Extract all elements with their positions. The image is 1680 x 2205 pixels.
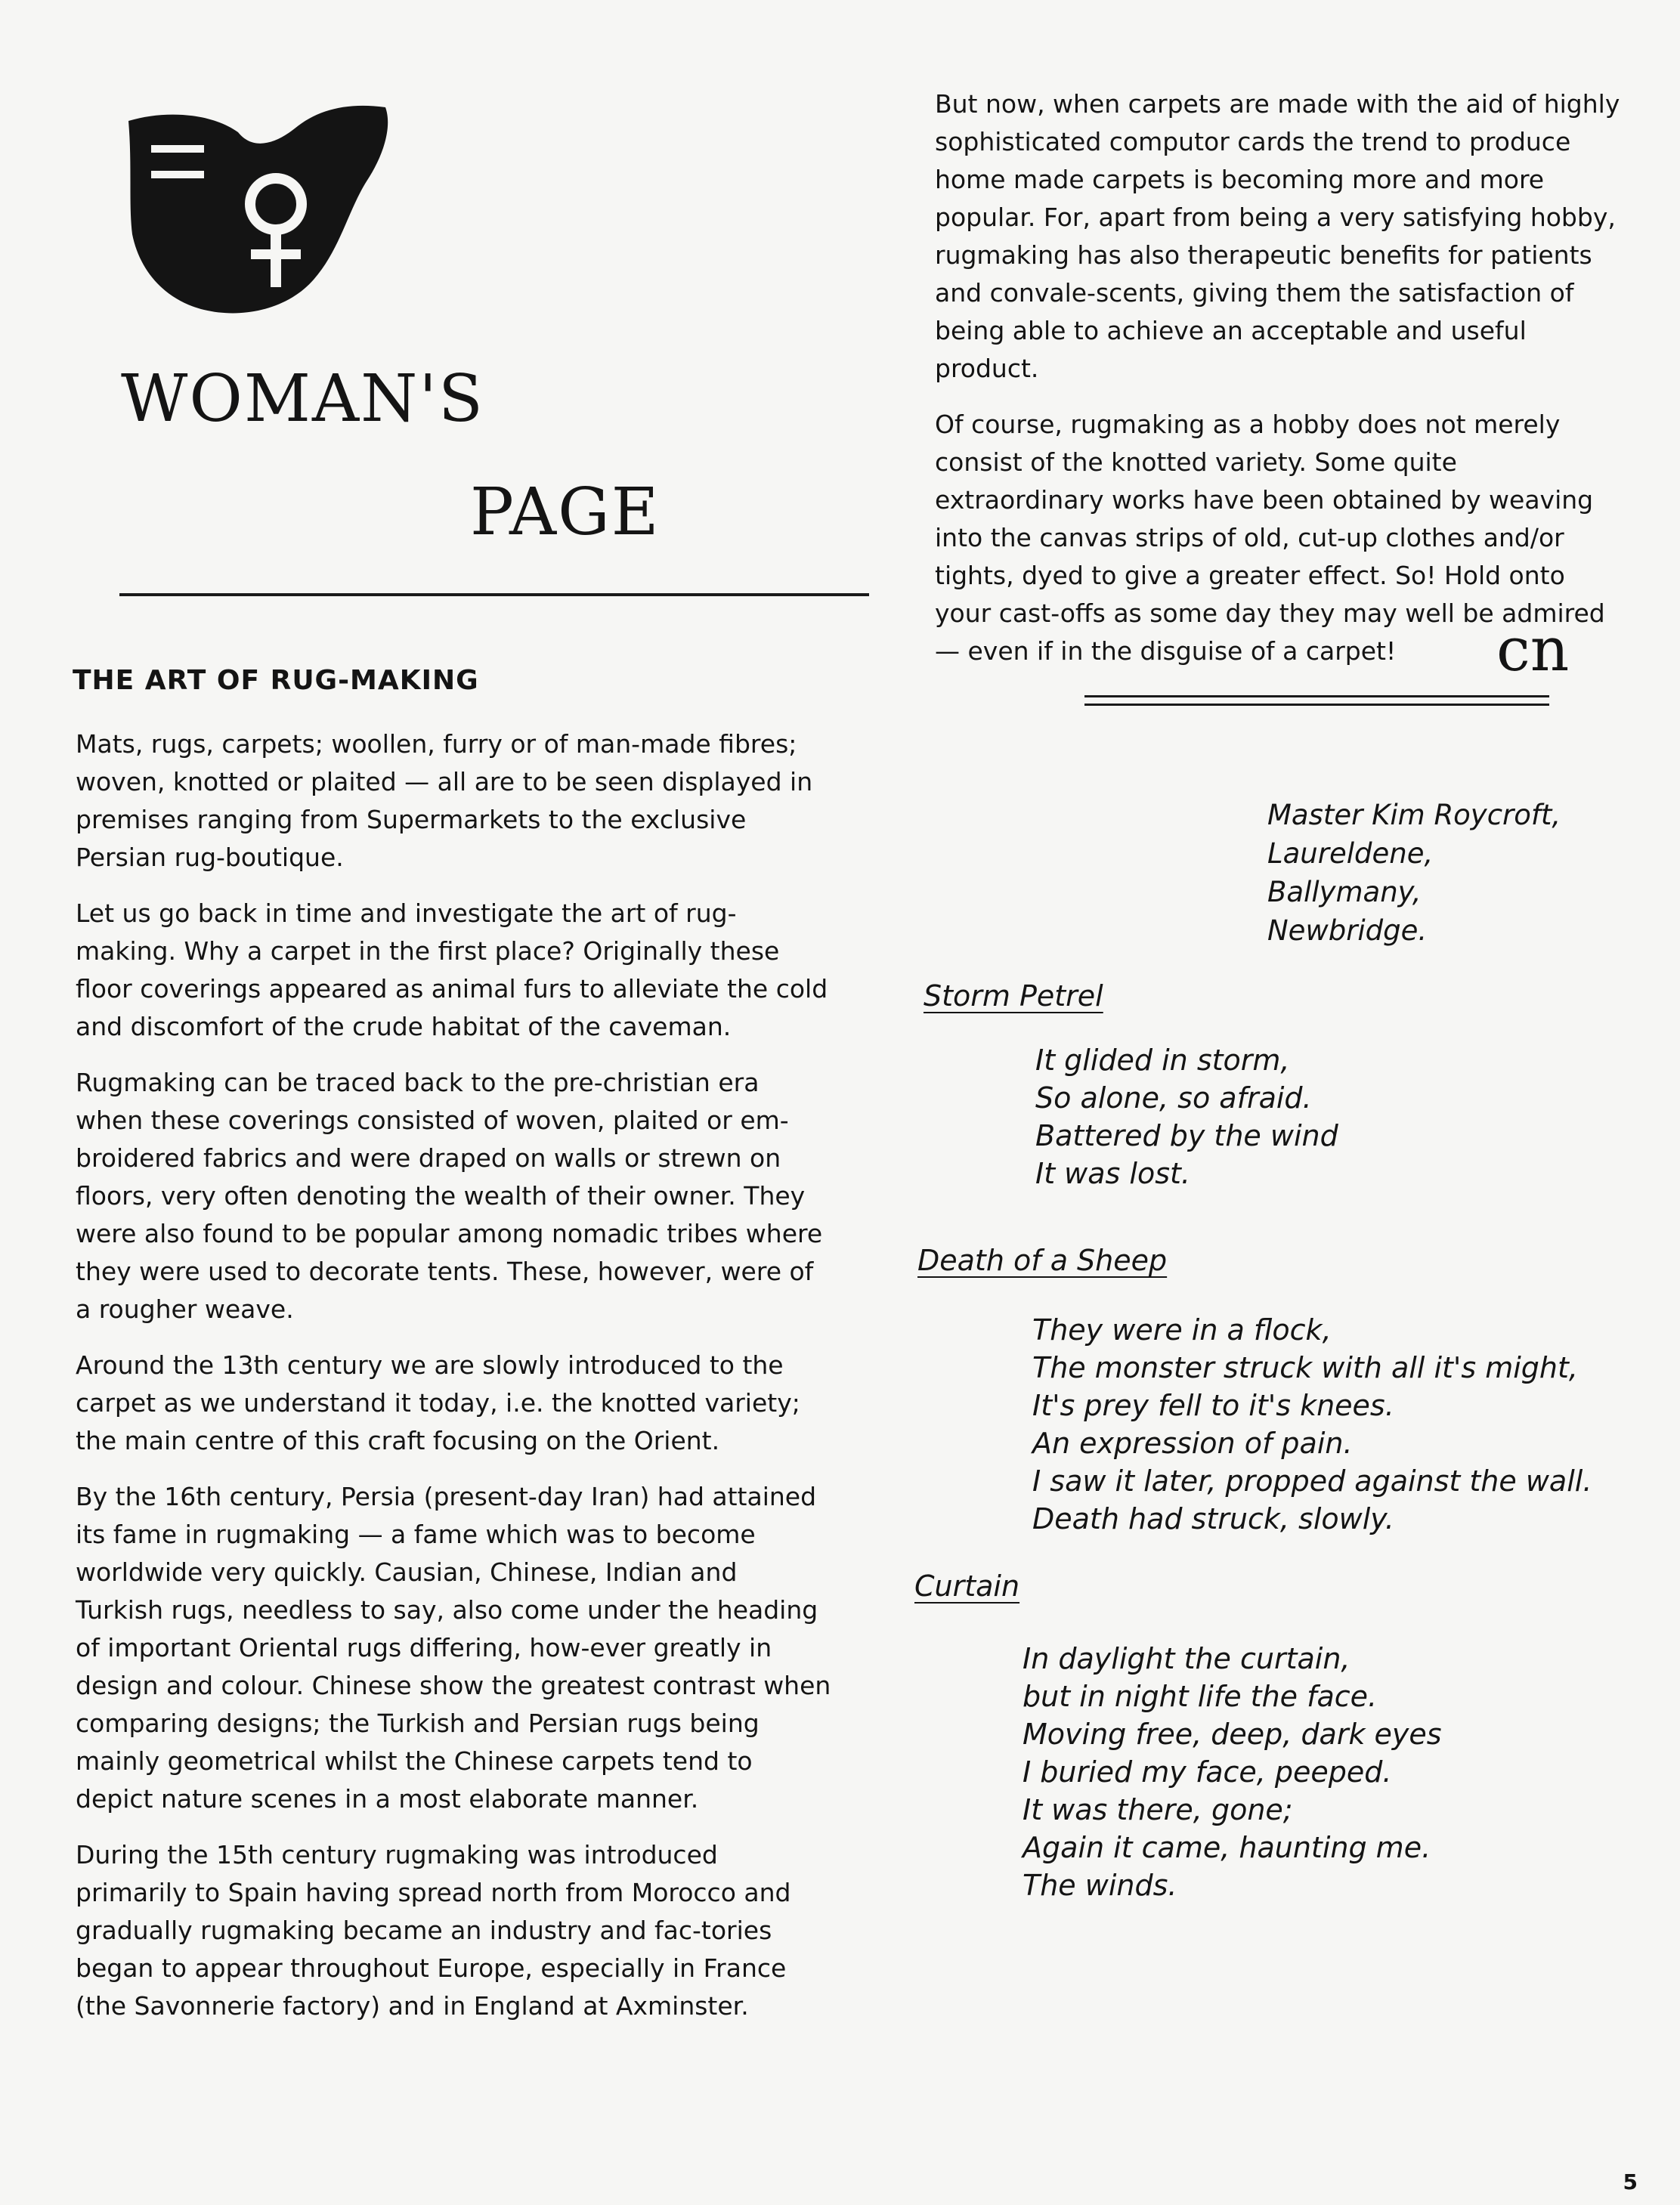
poem-line: Again it came, haunting me. [1023, 1831, 1431, 1864]
poem-line: The monster struck with all it's might, [1032, 1351, 1578, 1384]
poem-line: The winds. [1023, 1869, 1177, 1902]
poem-line: It's prey fell to it's knees. [1032, 1389, 1394, 1422]
womans-page-logo-icon [121, 98, 401, 325]
poem-line: I saw it later, propped against the wall. [1032, 1464, 1592, 1498]
poem-title: Curtain [914, 1569, 1020, 1603]
article-paragraph: By the 16th century, Persia (present-day Iran) had attained its fame in rugmaking — a fame which was to become worldwide very quickly. Causian, Chinese, Indian and Turkish rugs, needless to say, also come under the heading of important Oriental rugs differing, how-ever greatly in design and colour. Chinese show the greatest contrast when comparing designs; the Turkish and Persian rugs being mainly geometrical whilst the Chinese carpets tend to depict nature scenes in a most elaborate manner. [76, 1482, 831, 1814]
contributor-address [1267, 796, 1561, 950]
article-heading: THE ART OF RUG-MAKING [73, 665, 479, 696]
article-right-column [935, 85, 1623, 688]
article-paragraph: Around the 13th century we are slowly introduced to the carpet as we understand it today, i.e. the knotted variety; the main centre of this craft focusing on the Orient. [76, 1350, 800, 1455]
poem-line: Battered by the wind [1035, 1119, 1338, 1152]
address-line: Ballymany, [1267, 876, 1422, 908]
poem-line: I buried my face, peeped. [1023, 1755, 1392, 1789]
article-paragraph: Mats, rugs, carpets; woollen, furry or of man-made fibres; woven, knotted or plaited — all are to be seen displayed in premises ranging from Supermarkets to the exclusive Persian rug-boutique. [76, 729, 813, 872]
article-paragraph: Let us go back in time and investigate the art of rug-making. Why a carpet in the first place? Originally these floor coverings appeared as animal furs to alleviate the cold and discomfort of the crude habitat of the caveman. [76, 898, 828, 1041]
article-left-column [76, 725, 831, 2043]
poem-line: Moving free, deep, dark eyes [1023, 1718, 1442, 1751]
author-signoff: cn [1496, 614, 1570, 685]
article-paragraph: Rugmaking can be traced back to the pre-christian era when these coverings consisted of woven, plaited or em-broidered fabrics and were draped on walls or strewn on floors, very often denoting the wealth of their owner. They were also found to be popular among nomadic tribes where they were used to decorate tents. These, however, were of a rougher weave. [76, 1068, 823, 1324]
address-line: Master Kim Roycroft, [1267, 799, 1561, 831]
section-divider [1084, 695, 1549, 706]
poem-line: but in night life the face. [1023, 1680, 1378, 1713]
poem-line: So alone, so afraid. [1035, 1081, 1312, 1115]
poem-body [1035, 1041, 1338, 1192]
poem-title: Death of a Sheep [917, 1244, 1168, 1277]
address-line: Newbridge. [1267, 914, 1428, 947]
poem-title: Storm Petrel [924, 979, 1103, 1013]
masthead-title-page: PAGE [470, 475, 661, 550]
masthead-rule [119, 593, 869, 596]
poem-body [1032, 1311, 1592, 1538]
masthead-title-womans: WOMAN'S [121, 361, 484, 437]
poem-line: Death had struck, slowly. [1032, 1502, 1394, 1535]
poem-line: They were in a flock, [1032, 1313, 1332, 1347]
article-paragraph: During the 15th century rugmaking was introduced primarily to Spain having spread north from Morocco and gradually rugmaking became an industry and fac-tories began to appear throughout Europe, especially in France (the Savonnerie factory) and in England at Axminster. [76, 1840, 791, 2021]
poem-line: An expression of pain. [1032, 1427, 1353, 1460]
address-line: Laureldene, [1267, 837, 1434, 870]
article-paragraph: Of course, rugmaking as a hobby does not merely consist of the knotted variety. Some quite extraordinary works have been obtained by weaving into the canvas strips of old, cut-up clothes and/or tights, dyed to give a greater effect. So! Hold onto your cast-offs as some day they may well be admired — even if in the disguise of a carpet! [935, 410, 1605, 666]
poem-line: It was lost. [1035, 1157, 1191, 1190]
article-paragraph: But now, when carpets are made with the aid of highly sophisticated computor cards the trend to produce home made carpets is becoming more and more popular. For, apart from being a very satisfying hobby, rugmaking has also therapeutic benefits for patients and convale-scents, giving them the satisfaction of being able to achieve an acceptable and useful product. [935, 89, 1620, 383]
poem-line: It was there, gone; [1023, 1793, 1293, 1826]
poem-body [1023, 1640, 1442, 1904]
poem-line: In daylight the curtain, [1023, 1642, 1350, 1675]
page-number: 5 [1623, 2169, 1638, 2194]
poem-line: It glided in storm, [1035, 1044, 1290, 1077]
